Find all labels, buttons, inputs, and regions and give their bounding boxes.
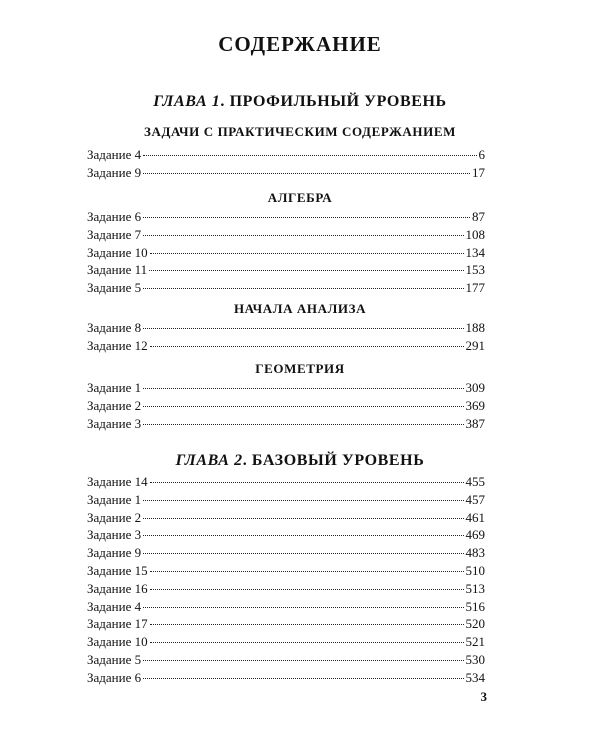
toc-entry (87, 208, 485, 226)
toc-entry-label: Задание 4 (87, 598, 142, 614)
toc-entry-label: Задание 15 (87, 562, 148, 578)
dot-leader (150, 589, 464, 590)
toc-list-geometry (87, 379, 485, 432)
dot-leader (143, 217, 470, 218)
chapter-1-heading (0, 93, 600, 111)
toc-entry-page: 309 (465, 380, 485, 395)
toc-entry-page: 6 (478, 147, 485, 162)
section-heading-practical: ЗАДАЧИ С ПРАКТИЧЕСКИМ СОДЕРЖАНИЕМ (144, 124, 456, 139)
toc-entry-page: 510 (465, 562, 485, 578)
toc-entry-page: 387 (465, 415, 485, 431)
section-heading-analysis: НАЧАЛА АНАЛИЗА (233, 301, 367, 316)
toc-entry-label: Задание 3 (87, 527, 142, 543)
chapter-1-name: . ПРОФИЛЬНЫЙ УРОВЕНЬ (220, 93, 447, 110)
toc-list-practical (87, 146, 485, 182)
dot-leader (143, 406, 463, 407)
toc-entry (87, 526, 485, 544)
toc-entry (87, 509, 485, 527)
toc-entry (87, 397, 485, 415)
dot-leader (143, 424, 463, 425)
toc-entry-page: 513 (465, 580, 485, 596)
toc-entry-page: 521 (465, 634, 485, 650)
toc-entry (87, 491, 485, 509)
toc-list-basic (87, 473, 485, 687)
page-title: СОДЕРЖАНИЕ (218, 32, 382, 56)
dot-leader (143, 500, 463, 501)
toc-entry-label: Задание 5 (87, 280, 142, 296)
dot-leader (149, 270, 463, 271)
toc-entry (87, 544, 485, 562)
toc-entry-label: Задание 8 (87, 320, 142, 335)
dot-leader (143, 678, 463, 679)
toc-entry (87, 562, 485, 580)
toc-entry-page: 469 (465, 527, 485, 543)
toc-entry-label: Задание 1 (87, 380, 142, 395)
dot-leader (143, 607, 463, 608)
toc-entry-label: Задание 3 (87, 415, 142, 431)
toc-entry-page: 455 (465, 474, 485, 489)
toc-entry-label: Задание 12 (87, 337, 148, 353)
toc-entry-label: Задание 14 (87, 474, 148, 489)
dot-leader (150, 346, 464, 347)
toc-entry (87, 379, 485, 397)
toc-entry (87, 279, 485, 297)
toc-entry-page: 17 (472, 164, 485, 180)
toc-entry-label: Задание 9 (87, 164, 142, 180)
dot-leader (143, 328, 463, 329)
dot-leader (143, 155, 476, 156)
toc-entry (87, 633, 485, 651)
toc-entry (87, 580, 485, 598)
toc-entry-label: Задание 4 (87, 147, 142, 162)
toc-entry (87, 164, 485, 182)
toc-entry-page: 457 (465, 491, 485, 507)
page-number: 3 (480, 689, 487, 704)
dot-leader (150, 624, 464, 625)
toc-entry-page: 177 (465, 280, 485, 296)
toc-entry-label: Задание 17 (87, 616, 148, 632)
toc-entry (87, 473, 485, 491)
toc-entry-page: 134 (465, 244, 485, 260)
section-heading-geometry: ГЕОМЕТРИЯ (255, 361, 345, 376)
dot-leader (143, 173, 470, 174)
dot-leader (143, 388, 463, 389)
toc-entry-label: Задание 6 (87, 669, 142, 685)
dot-leader (143, 535, 463, 536)
toc-entry-label: Задание 11 (87, 262, 148, 278)
toc-entry-label: Задание 2 (87, 509, 142, 525)
chapter-2-prefix: ГЛАВА 2 (175, 452, 243, 469)
toc-entry-page: 369 (465, 397, 485, 413)
toc-entry-label: Задание 1 (87, 491, 142, 507)
toc-entry (87, 244, 485, 262)
chapter-2-heading (0, 452, 600, 470)
dot-leader (143, 235, 463, 236)
dot-leader (150, 253, 464, 254)
toc-entry-label: Задание 16 (87, 580, 148, 596)
dot-leader (150, 571, 464, 572)
toc-entry-page: 520 (465, 616, 485, 632)
toc-entry (87, 615, 485, 633)
dot-leader (143, 553, 463, 554)
toc-entry-page: 461 (465, 509, 485, 525)
toc-list-algebra (87, 208, 485, 297)
section-heading-algebra: АЛГЕБРА (267, 190, 333, 205)
toc-entry-page: 108 (465, 226, 485, 242)
toc-entry-page: 291 (465, 337, 485, 353)
toc-entry-page: 483 (465, 545, 485, 561)
toc-entry-page: 153 (465, 262, 485, 278)
toc-list-analysis (87, 319, 485, 355)
toc-entry (87, 261, 485, 279)
toc-entry-label: Задание 6 (87, 209, 142, 224)
dot-leader (143, 660, 463, 661)
toc-entry-label: Задание 2 (87, 397, 142, 413)
toc-entry (87, 598, 485, 616)
toc-entry (87, 415, 485, 433)
toc-entry-page: 530 (465, 651, 485, 667)
toc-entry-label: Задание 10 (87, 634, 148, 650)
toc-entry-page: 534 (465, 669, 485, 685)
chapter-1-prefix: ГЛАВА 1 (153, 93, 221, 110)
toc-entry (87, 319, 485, 337)
toc-entry-label: Задание 7 (87, 226, 142, 242)
chapter-2-name: . БАЗОВЫЙ УРОВЕНЬ (242, 452, 425, 469)
dot-leader (143, 518, 463, 519)
dot-leader (143, 288, 463, 289)
toc-entry (87, 337, 485, 355)
toc-entry (87, 669, 485, 687)
toc-entry (87, 226, 485, 244)
toc-entry-page: 188 (465, 320, 485, 335)
toc-entry (87, 651, 485, 669)
dot-leader (150, 642, 464, 643)
toc-entry (87, 146, 485, 164)
toc-entry-label: Задание 10 (87, 244, 148, 260)
toc-entry-page: 87 (472, 209, 485, 224)
toc-entry-label: Задание 9 (87, 545, 142, 561)
toc-entry-label: Задание 5 (87, 651, 142, 667)
dot-leader (150, 482, 464, 483)
toc-entry-page: 516 (465, 598, 485, 614)
